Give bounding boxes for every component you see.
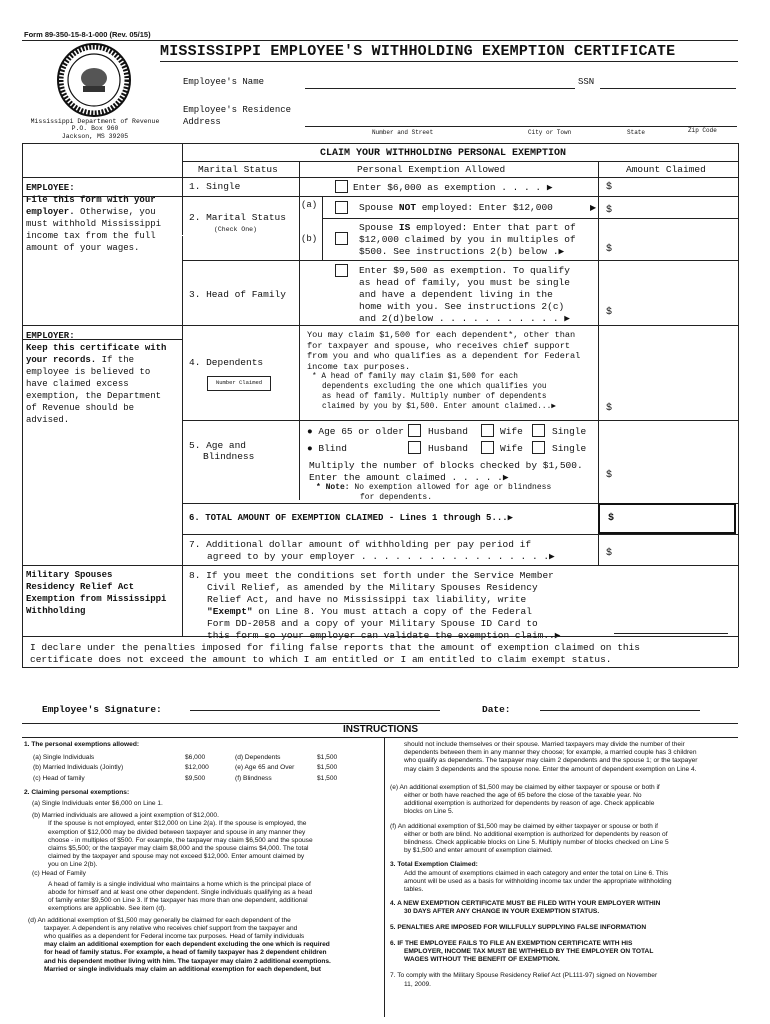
- spouse-employed-checkbox[interactable]: [335, 232, 348, 245]
- claim-section-title: CLAIM YOUR WITHHOLDING PERSONAL EXEMPTION: [320, 148, 567, 159]
- age-husband-label: Husband: [428, 426, 468, 437]
- declaration-text: I declare under the penalties imposed for filing false reports that the amount of exemption claimed on this certificate does not exceed the amount to which I am entitled or I am entitled to claim exempt status.: [30, 642, 640, 665]
- line6-total-box[interactable]: $: [598, 503, 736, 534]
- line2b-text: Spouse IS employed: Enter that part of $12,000 claimed by you in multiples of $500. See instructions 2(b) below .▶: [359, 222, 576, 257]
- line4-amount[interactable]: $: [606, 403, 613, 414]
- line8-exempt-field[interactable]: [614, 633, 728, 634]
- state-caption: State: [627, 129, 646, 136]
- line6-text: 6. TOTAL AMOUNT OF EXEMPTION CLAIMED - Lines 1 through 5...▶: [189, 513, 514, 523]
- head-of-family-checkbox[interactable]: [335, 264, 348, 277]
- line2-check-one: (Check One): [214, 226, 257, 233]
- line4-note: * A head of family may claim $1,500 for each dependents excluding the one which qualifies you as head of family. Multiply number of dependents claimed by you by $1,500. Enter amount claimed...▶: [312, 373, 556, 411]
- line5-text: Multiply the number of blocks checked by $1,500. Enter the amount claimed . . . . .▶: [309, 460, 583, 483]
- age-single-label: Single: [552, 426, 587, 437]
- ssn-label: SSN: [578, 77, 595, 87]
- single-checkbox[interactable]: [335, 180, 348, 193]
- form-number: Form 89-350-15-8-1-000 (Rev. 05/15): [24, 30, 151, 39]
- line4-label: 4. Dependents: [189, 357, 264, 368]
- dor-seal: [48, 42, 140, 118]
- city-caption: City or Town: [528, 129, 572, 136]
- number-street-caption: Number and Street: [372, 129, 434, 136]
- dependents-number-box[interactable]: Number Claimed: [207, 376, 271, 391]
- spouse-not-employed-checkbox[interactable]: [335, 201, 348, 214]
- line7-amount[interactable]: $: [606, 548, 613, 559]
- address-field[interactable]: [305, 126, 737, 127]
- col-personal-exemption: Personal Exemption Allowed: [357, 164, 506, 175]
- line4-text: You may claim $1,500 for each dependent*, other than for taxpayer and spouse, who receives chief support from you and who qualifies as a dependent for Federal income tax purposes.: [307, 330, 581, 372]
- instructions-right: should not include themselves or their spouse. Married taxpayers may divide the number of their dependents between them in any manner they choose; for example, a married couple has 3 children who qualify as dependents. The taxpayer may claim 2 dependents and the spouse 1; or the taxpayer may claim 3 dependents and the spouse none. Enter the amount of dependent exemption on Line 4. (e) An additional exemption of $1,500 may be claimed by either taxpayer or spouse or both if either or both have reached the age of 65 before the close of the taxable year. No additional exemption is authorized for dependents by reason of age. Check applicable blocks on Line 5. (f) An additional exemption of $1,500 may be claimed by either taxpayer or spouse or both if either or both are blind. No additional exemption is authorized for dependents by reason of blindness. Check applicable blocks on Line 5. Multiply number of blocks checked on Line 5 by $1,500 and enter amount of exemption claimed. 3. Total Exemption Claimed: Add the amount of exemptions claimed in each category and enter the total on Line 6. This amount will be used as a basis for withholding income tax under the appropriate withholding tables. 4. A NEW EXEMPTION CERTIFICATE MUST BE FILED WITH YOUR EMPLOYER WITHIN 30 DAYS AFTER ANY CHANGE IN YOUR EXEMPTION STATUS. 5. PENALTIES ARE IMPOSED FOR WILLFULLY SUPPLYING FALSE INFORMATION 6. IF THE EMPLOYEE FAILS TO FILE AN EXEMPTION CERTIFICATE WITH HIS EMPLOYER, INCOME TAX MUST BE WITHHELD BY THE EMPLOYER ON TOTAL WAGES WITHOUT THE BENEFIT OF EXEMPTION. 7. To comply with the Military Spouse Residency Relief Act (PL111-97) signed on November 11, 2009.: [390, 741, 698, 988]
- line1-label: 1. Single: [189, 181, 241, 192]
- residence-label: Employee's Residence Address: [183, 105, 292, 127]
- line1-text: Enter $6,000 as exemption . . . . ▶: [353, 182, 553, 193]
- employee-note: EMPLOYEE: File this form with your employer. Otherwise, you must withhold Mississippi income tax from the full amount of your wages.: [26, 183, 162, 253]
- agency-address: Mississippi Department of Revenue P.O. Box 960 Jackson, MS 39205: [30, 118, 160, 140]
- blind-wife-label: Wife: [500, 443, 523, 454]
- signature-field[interactable]: [190, 710, 440, 711]
- col-marital-status: Marital Status: [198, 164, 278, 175]
- military-note: Military Spouses Residency Relief Act Exemption from Mississippi Withholding: [26, 570, 167, 616]
- exemption-table: (a) Single Individuals $6,000 (d) Dependents $1,500 (b) Married Individuals (Jointly) $12,000 (e) Age 65 and Over $1,500 (c) Head of family $9,500 (f) Blindness $1,500: [33, 754, 338, 782]
- line8-text: 8. If you meet the conditions set forth under the Service Member Civil Relief, as amended by the Military Spouses Residency Relief Act, and have no Mississippi tax liability, write "Exempt" on Line 8. You must attach a copy of the Federal Form DD-2058 and a copy of your Military Spouse ID Card to this form so your employer can validate the exemption claim..▶: [189, 570, 561, 641]
- line5-label: 5. Age and Blindness: [189, 440, 255, 462]
- line3-label: 3. Head of Family: [189, 289, 286, 300]
- date-field[interactable]: [540, 710, 700, 711]
- blind-husband-label: Husband: [428, 443, 468, 454]
- line5-age: ● Age 65 or older: [307, 426, 404, 437]
- line3-text: Enter $9,500 as exemption. To qualify as head of family, you must be single and have a dependent living in the home with you. See instructions 2(c) and 2(d)below . . . . . . . . . . . ▶: [359, 265, 570, 324]
- ssn-field[interactable]: [600, 88, 736, 89]
- line7-text: 7. Additional dollar amount of withholding per pay period if agreed to by your employer . . . . . . . . . . . . . . . . .▶: [189, 539, 555, 562]
- line2a-arrow: ▶: [590, 203, 597, 212]
- line2-label: 2. Marital Status: [189, 212, 286, 223]
- line1-amount[interactable]: $: [606, 182, 613, 193]
- blind-wife-checkbox[interactable]: [481, 441, 494, 454]
- form-title: MISSISSIPPI EMPLOYEE'S WITHHOLDING EXEMPTION CERTIFICATE: [160, 43, 676, 60]
- age-wife-label: Wife: [500, 426, 523, 437]
- line2b-amount[interactable]: $: [606, 244, 613, 255]
- age-wife-checkbox[interactable]: [481, 424, 494, 437]
- employee-name-field[interactable]: [305, 88, 575, 89]
- line5-amount[interactable]: $: [606, 470, 613, 481]
- col-amount-claimed: Amount Claimed: [626, 164, 706, 175]
- line2a-tag: (a): [301, 200, 318, 210]
- line5-blind: ● Blind: [307, 443, 347, 454]
- line5-note: * Note: No exemption allowed for age or blindness for dependents.: [316, 483, 552, 502]
- line2a-text: Spouse NOT employed: Enter $12,000: [359, 202, 553, 213]
- blind-single-label: Single: [552, 443, 587, 454]
- zip-caption: Zip Code: [688, 127, 717, 134]
- date-label: Date:: [482, 704, 511, 715]
- line3-amount[interactable]: $: [606, 307, 613, 318]
- employee-name-label: Employee's Name: [183, 77, 265, 87]
- line2a-amount[interactable]: $: [606, 205, 613, 216]
- signature-label: Employee's Signature:: [42, 704, 162, 715]
- line2b-tag: (b): [301, 234, 318, 244]
- blind-single-checkbox[interactable]: [532, 441, 545, 454]
- age-single-checkbox[interactable]: [532, 424, 545, 437]
- instructions-title: INSTRUCTIONS: [343, 724, 418, 735]
- age-husband-checkbox[interactable]: [408, 424, 421, 437]
- instructions-left: 1. The personal exemptions allowed: (a) Single Individuals $6,000 (d) Dependents $1,500 (b) Married Individuals (Jointly) $12,000 (e) Age 65 and Over $1,500 (c) Head of family $9,500 (f) Blindness $1,500 2. Claiming personal exemptions: (a) Single Individuals enter $6,000 on Line 1. (b) Married individuals are allowed a joint exemption of $12,000. If the spouse is not employed, enter $12,000 on Line 2(a). If the spouse is employed, the exemption of $12,000 may be divided between taxpayer and spouse in any manner they choose - in multiples of $500. For example, the taxpayer may claim $6,500 and the spouse claims $5,500; or the taxpayer may claim $8,000 and the spouse claims $4,000. The total claimed by the taxpayer and spouse may not exceed $12,000. Enter amount claimed by you on Line 2(b). (c) Head of Family A head of family is a single individual who maintains a home which is the principal place of abode for himself and at least one other dependent. Single individuals qualifying as a head of family enter $9,500 on Line 3. If the taxpayer has more than one dependent, additional exemptions are applicable. See item (d). (d) An additional exemption of $1,500 may generally be claimed for each dependent of the taxpayer. A dependent is any relative who receives chief support from the taxpayer and who qualifies as a dependent for Federal income tax purposes. Head of family individuals may claim an additional exemption for each dependent excluding the one which is required for head of family status. For example, a head of family taxpayer has 2 dependent children and his dependent mother living with him. The taxpayer may claim 2 additional exemptions. Married or single individuals may claim an additional exemption for each dependent, but: [24, 741, 338, 973]
- blind-husband-checkbox[interactable]: [408, 441, 421, 454]
- employer-note: EMPLOYER: Keep this certificate with your records. If the employee is believed to have claimed excess exemption, the Department of Revenue should be advised.: [26, 331, 167, 425]
